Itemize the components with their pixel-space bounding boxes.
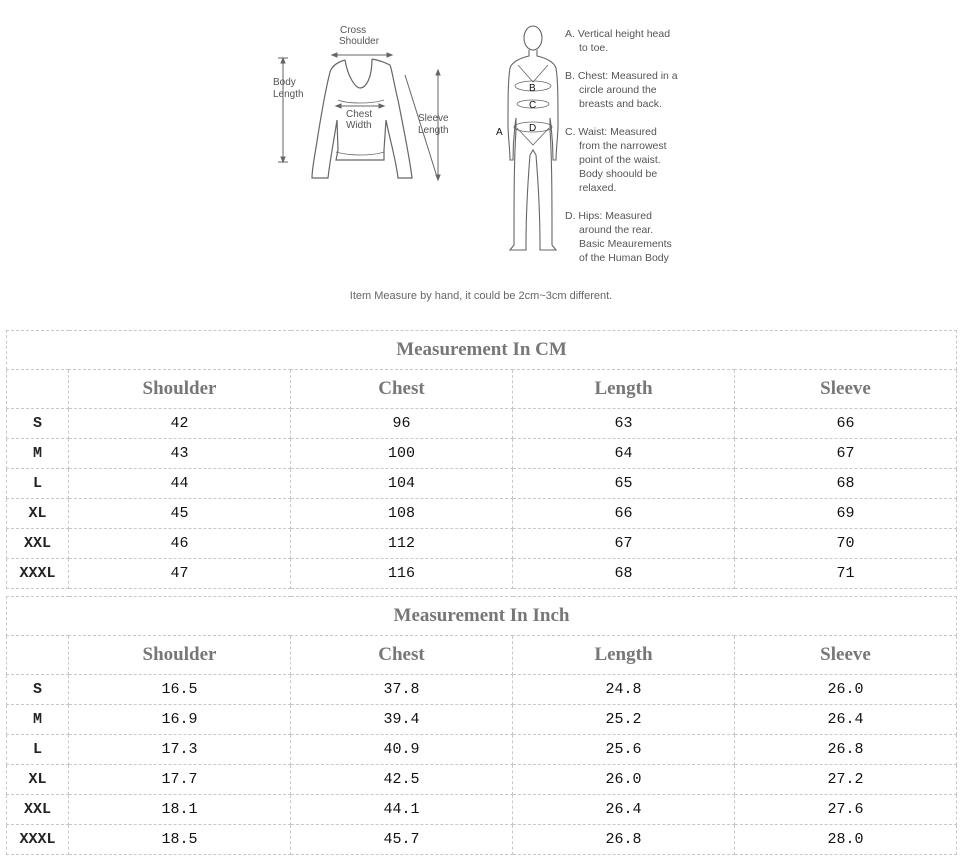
letter-c: C bbox=[529, 100, 537, 111]
note-a bbox=[565, 27, 705, 55]
table-row bbox=[7, 705, 957, 735]
column-header: Chest bbox=[291, 636, 513, 675]
table-cell: 47 bbox=[69, 559, 291, 589]
note-line: Basic Meaurements bbox=[579, 238, 672, 250]
note-line: C. Waist: Measured bbox=[565, 126, 657, 138]
table-cell: 42.5 bbox=[291, 765, 513, 795]
table-cell: 17.3 bbox=[69, 735, 291, 765]
table-cell: 67 bbox=[735, 439, 957, 469]
label-cross: Cross bbox=[340, 25, 367, 36]
table-cell: 26.0 bbox=[513, 765, 735, 795]
table-cell: 25.6 bbox=[513, 735, 735, 765]
note-line: Body shoould be bbox=[579, 168, 658, 180]
size-label: L bbox=[7, 735, 69, 765]
table-row bbox=[7, 675, 957, 705]
header-row bbox=[7, 636, 957, 675]
table-cell: 96 bbox=[291, 409, 513, 439]
size-label: M bbox=[7, 439, 69, 469]
table-cell: 71 bbox=[735, 559, 957, 589]
note-c bbox=[565, 125, 705, 195]
table-row bbox=[7, 529, 957, 559]
table-cell: 26.0 bbox=[735, 675, 957, 705]
column-header: Length bbox=[513, 370, 735, 409]
size-label: S bbox=[7, 409, 69, 439]
table-cell: 46 bbox=[69, 529, 291, 559]
table-cell: 64 bbox=[513, 439, 735, 469]
label-length: Length bbox=[273, 89, 304, 100]
note-line: from the narrowest bbox=[579, 140, 667, 152]
table-cell: 16.5 bbox=[69, 675, 291, 705]
table-cell: 39.4 bbox=[291, 705, 513, 735]
measurement-notes bbox=[565, 27, 705, 279]
column-header: Sleeve bbox=[735, 370, 957, 409]
table-row bbox=[7, 409, 957, 439]
table-cell: 25.2 bbox=[513, 705, 735, 735]
table-cell: 26.8 bbox=[735, 735, 957, 765]
table-cell: 27.2 bbox=[735, 765, 957, 795]
table-cell: 44.1 bbox=[291, 795, 513, 825]
label-sleeve: Sleeve bbox=[418, 113, 449, 124]
table-cell: 66 bbox=[735, 409, 957, 439]
letter-b: B bbox=[529, 83, 536, 94]
table-cell: 63 bbox=[513, 409, 735, 439]
note-line: D. Hips: Measured bbox=[565, 210, 652, 222]
note-line: around the rear. bbox=[579, 224, 654, 236]
note-d bbox=[565, 209, 705, 265]
column-header: Length bbox=[513, 636, 735, 675]
table-row bbox=[7, 469, 957, 499]
column-header: Shoulder bbox=[69, 636, 291, 675]
size-table-cm bbox=[6, 330, 957, 589]
label-sleeve-length: Length bbox=[418, 125, 449, 136]
size-label: M bbox=[7, 705, 69, 735]
table-cell: 100 bbox=[291, 439, 513, 469]
table-cell: 26.4 bbox=[513, 795, 735, 825]
note-line: point of the waist. bbox=[579, 154, 661, 166]
table-cell: 18.1 bbox=[69, 795, 291, 825]
column-header: Sleeve bbox=[735, 636, 957, 675]
label-width: Width bbox=[346, 120, 372, 131]
table-cell: 27.6 bbox=[735, 795, 957, 825]
table-cell: 69 bbox=[735, 499, 957, 529]
table-cell: 67 bbox=[513, 529, 735, 559]
table-cell: 45 bbox=[69, 499, 291, 529]
table-cell: 104 bbox=[291, 469, 513, 499]
table-cell: 37.8 bbox=[291, 675, 513, 705]
label-shoulder: Shoulder bbox=[339, 36, 380, 47]
table-cell: 42 bbox=[69, 409, 291, 439]
table-cell: 44 bbox=[69, 469, 291, 499]
table-cell: 108 bbox=[291, 499, 513, 529]
note-b bbox=[565, 69, 705, 111]
table-cell: 66 bbox=[513, 499, 735, 529]
table-cell: 26.8 bbox=[513, 825, 735, 855]
letter-a: A bbox=[496, 127, 503, 138]
measure-disclaimer: Item Measure by hand, it could be 2cm~3cm different. bbox=[349, 290, 613, 302]
table-cell: 16.9 bbox=[69, 705, 291, 735]
label-chest: Chest bbox=[346, 109, 373, 120]
size-table-inch bbox=[6, 596, 957, 855]
diagram-canvas bbox=[0, 0, 962, 320]
table-row bbox=[7, 795, 957, 825]
table-row bbox=[7, 765, 957, 795]
table-title: Measurement In Inch bbox=[7, 597, 957, 636]
table-cell: 18.5 bbox=[69, 825, 291, 855]
table-cell: 68 bbox=[735, 469, 957, 499]
table-cell: 112 bbox=[291, 529, 513, 559]
body-figure bbox=[508, 26, 558, 250]
table-cell: 28.0 bbox=[735, 825, 957, 855]
table-cell: 68 bbox=[513, 559, 735, 589]
table-cell: 40.9 bbox=[291, 735, 513, 765]
corner-cell bbox=[7, 370, 69, 409]
table-row bbox=[7, 499, 957, 529]
size-label: S bbox=[7, 675, 69, 705]
table-row bbox=[7, 735, 957, 765]
size-label: L bbox=[7, 469, 69, 499]
table-cell: 116 bbox=[291, 559, 513, 589]
column-header: Chest bbox=[291, 370, 513, 409]
note-line: of the Human Body bbox=[579, 252, 669, 264]
corner-cell bbox=[7, 636, 69, 675]
size-label: XXXL bbox=[7, 825, 69, 855]
header-row bbox=[7, 370, 957, 409]
measurement-diagrams bbox=[0, 0, 962, 320]
size-label: XXL bbox=[7, 529, 69, 559]
table-cell: 45.7 bbox=[291, 825, 513, 855]
table-title: Measurement In CM bbox=[7, 331, 957, 370]
note-line: B. Chest: Measured in a bbox=[565, 70, 678, 82]
note-line: to toe. bbox=[579, 42, 609, 54]
note-line: relaxed. bbox=[579, 182, 617, 194]
table-cell: 70 bbox=[735, 529, 957, 559]
table-cell: 65 bbox=[513, 469, 735, 499]
table-row bbox=[7, 825, 957, 855]
note-line: A. Vertical height head bbox=[565, 28, 671, 40]
size-label: XL bbox=[7, 765, 69, 795]
table-cell: 24.8 bbox=[513, 675, 735, 705]
size-label: XXL bbox=[7, 795, 69, 825]
table-cell: 26.4 bbox=[735, 705, 957, 735]
table-row bbox=[7, 559, 957, 589]
letter-d: D bbox=[529, 123, 537, 134]
size-label: XL bbox=[7, 499, 69, 529]
sweater-labels bbox=[273, 25, 449, 136]
label-body: Body bbox=[273, 77, 296, 88]
table-cell: 17.7 bbox=[69, 765, 291, 795]
note-line: breasts and back. bbox=[579, 98, 662, 110]
table-row bbox=[7, 439, 957, 469]
column-header: Shoulder bbox=[69, 370, 291, 409]
size-label: XXXL bbox=[7, 559, 69, 589]
table-cell: 43 bbox=[69, 439, 291, 469]
note-line: circle around the bbox=[579, 84, 657, 96]
